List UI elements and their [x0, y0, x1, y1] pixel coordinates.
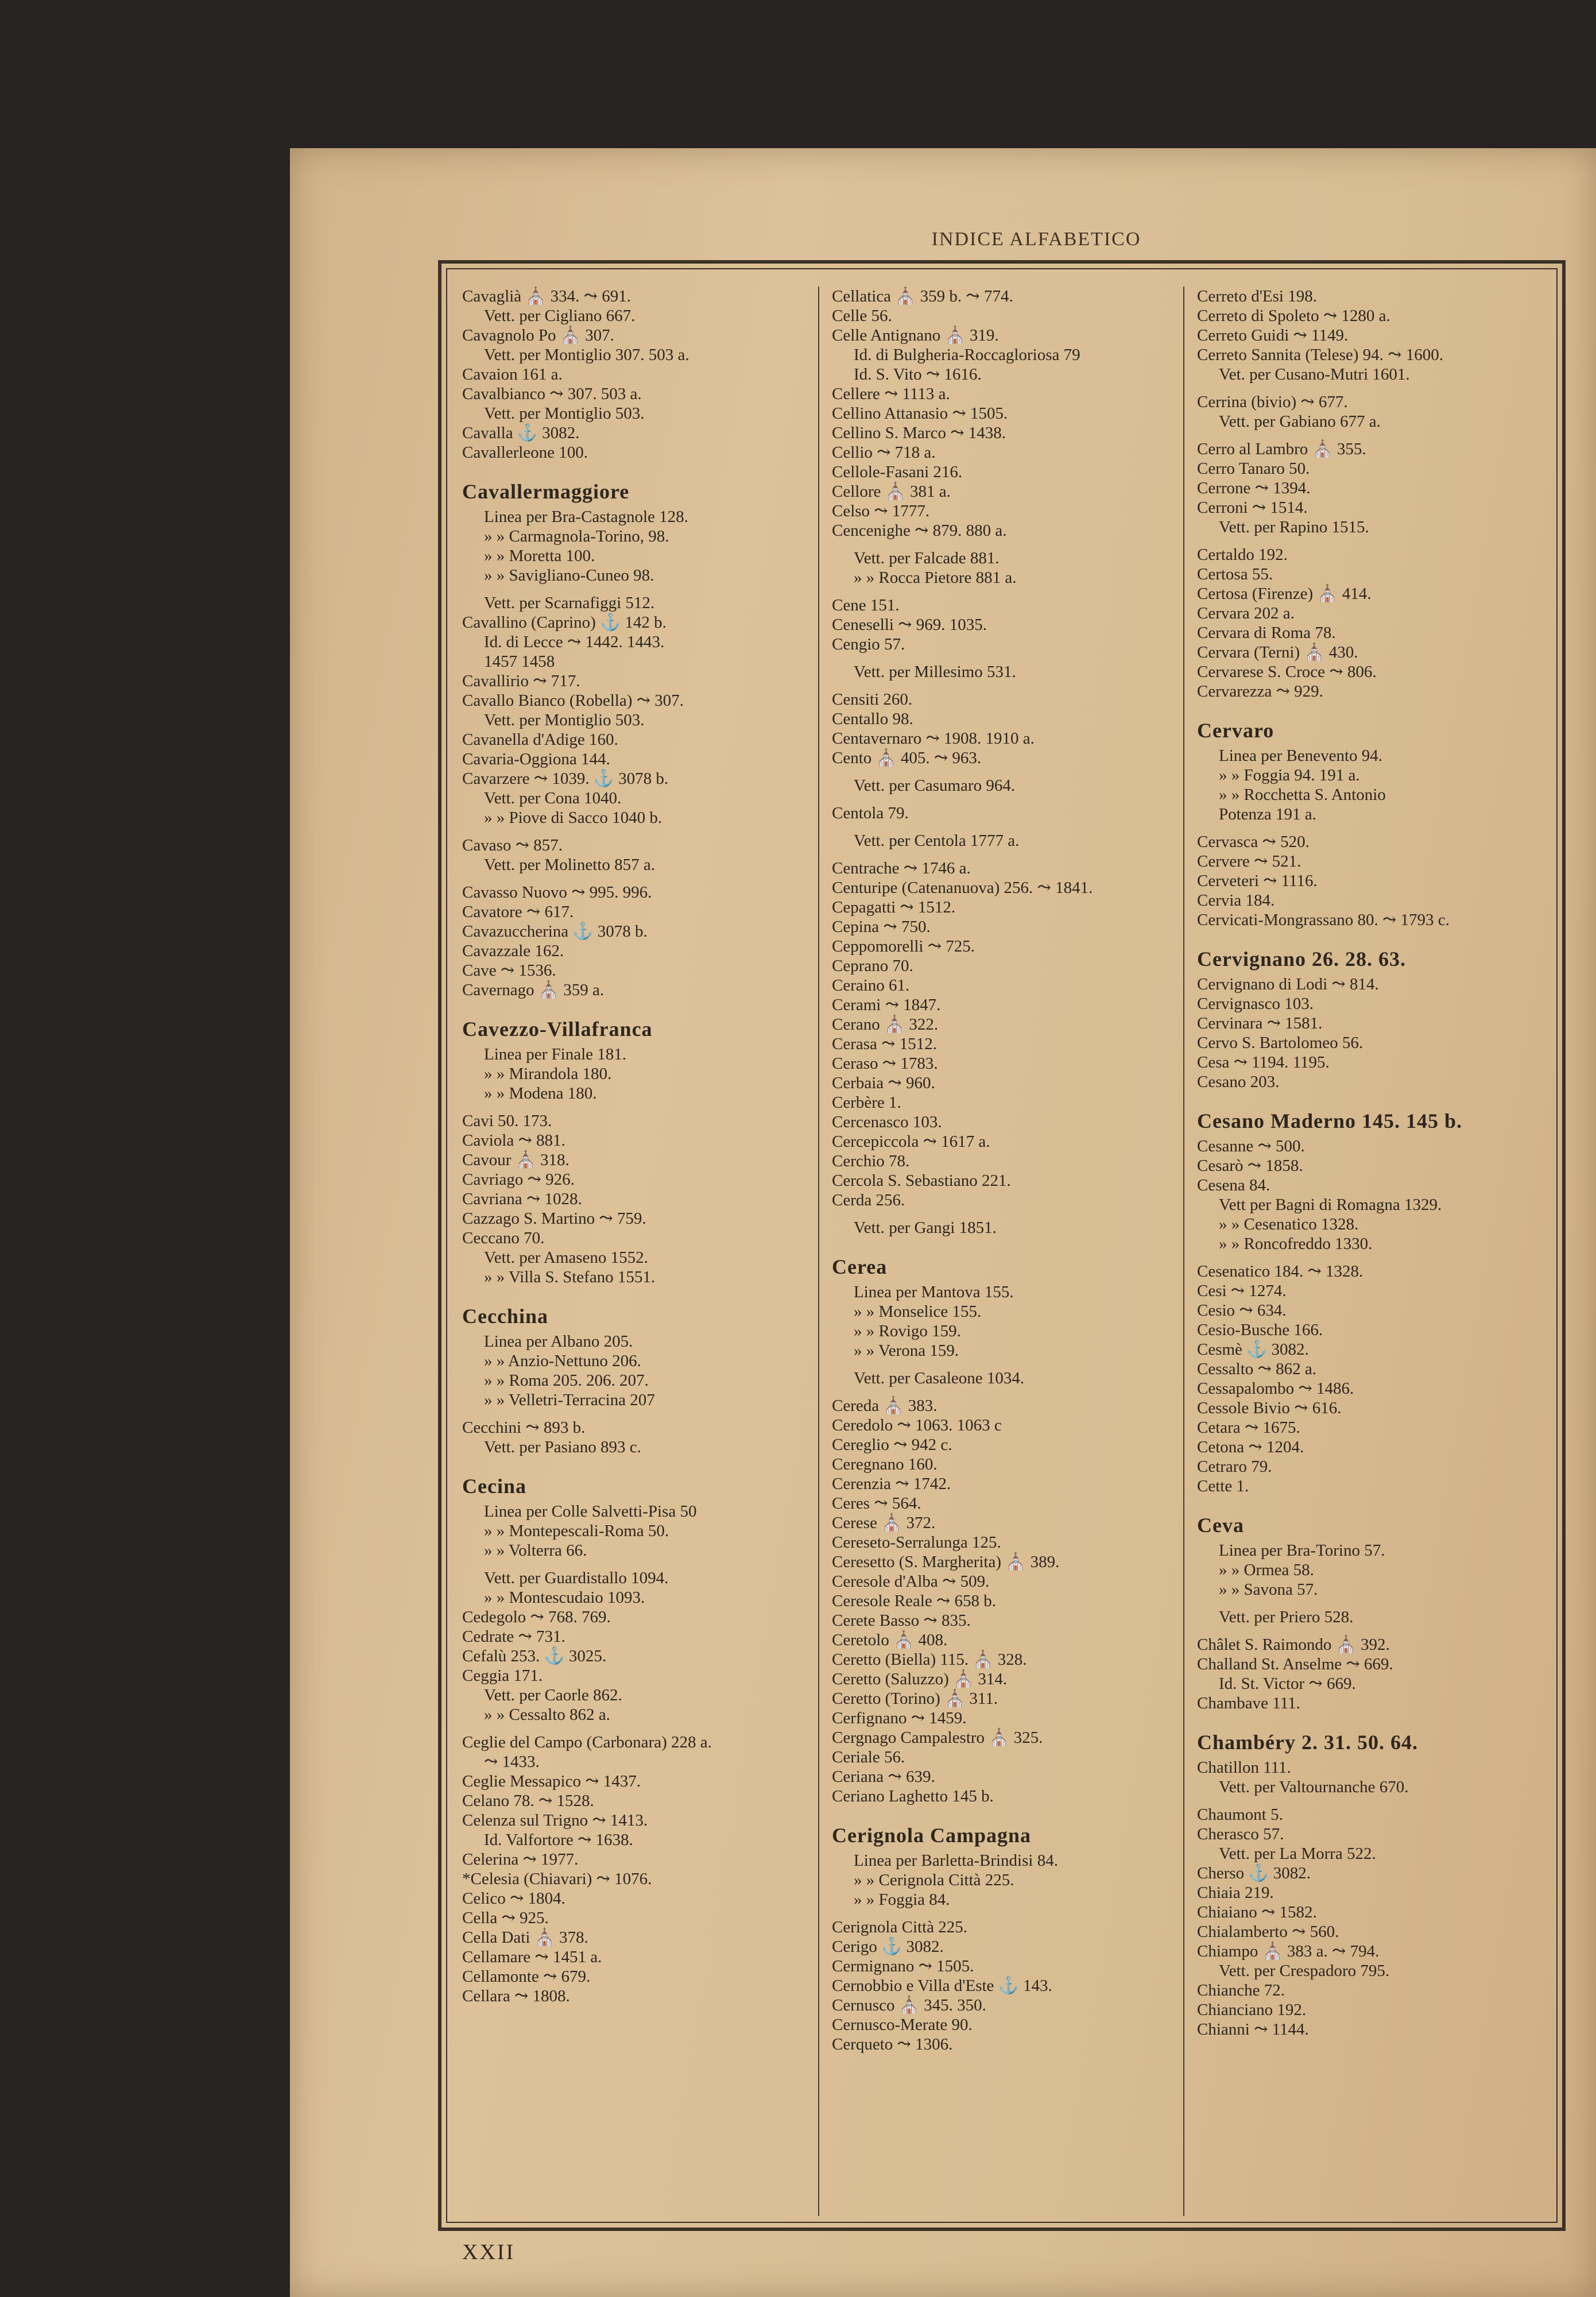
index-entry: Vett. per Cigliano 667.: [484, 307, 636, 325]
index-entry: » » Velletri-Terracina 207: [484, 1391, 655, 1409]
index-entry: Cepina ⤳ 750.: [832, 918, 931, 936]
index-entry: » » Mirandola 180.: [484, 1065, 612, 1083]
index-entry: Chianciano 192.: [1197, 2001, 1307, 2019]
index-entry: Chambave 111.: [1197, 1694, 1300, 1712]
index-entry: » » Piove di Sacco 1040 b.: [484, 809, 663, 827]
index-entry: Centrache ⤳ 1746 a.: [832, 859, 971, 877]
index-frame: [438, 260, 1566, 2231]
index-entry: Chatillon 111.: [1197, 1758, 1291, 1777]
index-entry: Ceppomorelli ⤳ 725.: [832, 937, 975, 956]
index-entry: Ceresole Reale ⤳ 658 b.: [832, 1592, 997, 1610]
index-entry: Cervarese S. Croce ⤳ 806.: [1197, 663, 1377, 681]
index-entry: Cavallerleone 100.: [462, 443, 588, 462]
index-entry: Cerfignano ⤳ 1459.: [832, 1709, 967, 1727]
index-entry: » » Cesenatico 1328.: [1219, 1215, 1359, 1233]
index-entry: Chiaiano ⤳ 1582.: [1197, 1903, 1317, 1921]
index-entry: » » Monselice 155.: [854, 1302, 982, 1321]
index-entry: Cerrina (bivio) ⤳ 677.: [1197, 393, 1348, 411]
index-entry: Cavalla ⚓ 3082.: [462, 424, 580, 442]
index-heading: Cavallermaggiore: [462, 480, 630, 503]
index-entry: » » Montepescali-Roma 50.: [484, 1522, 669, 1540]
index-entry: Ceretolo ⛪ 408.: [832, 1631, 948, 1649]
index-entry: » » Villa S. Stefano 1551.: [484, 1268, 656, 1286]
index-entry: Cavatore ⤳ 617.: [462, 903, 574, 921]
index-entry: Cerami ⤳ 1847.: [832, 996, 941, 1014]
index-entry: Cervia 184.: [1197, 891, 1275, 910]
index-entry: Cavaso ⤳ 857.: [462, 836, 563, 854]
index-entry: Cedrate ⤳ 731.: [462, 1627, 565, 1646]
index-entry: Ceglie del Campo (Carbonara) 228 a.: [462, 1733, 712, 1751]
index-entry: Linea per Albano 205.: [484, 1332, 633, 1351]
index-entry: Censiti 260.: [832, 690, 913, 709]
index-entry: Id. di Lecce ⤳ 1442. 1443.: [484, 633, 665, 651]
index-heading: Cerignola Campagna: [832, 1824, 1032, 1847]
index-entry: Ceccano 70.: [462, 1229, 545, 1247]
index-entry: Cernobbio e Villa d'Este ⚓ 143.: [832, 1977, 1052, 1995]
index-entry: Vett. per Rapino 1515.: [1219, 518, 1369, 536]
index-entry: Cernusco-Merate 90.: [832, 2016, 973, 2034]
index-entry: Ceglie Messapico ⤳ 1437.: [462, 1772, 641, 1791]
index-entry: Vett. per Scarnafiggi 512.: [484, 594, 655, 612]
index-entry: Cesenatico 184. ⤳ 1328.: [1197, 1262, 1363, 1281]
index-entry: Cerbère 1.: [832, 1093, 901, 1112]
index-entry: Cesa ⤳ 1194. 1195.: [1197, 1053, 1330, 1072]
index-entry: Cesano 203.: [1197, 1073, 1280, 1091]
index-entry: Cavagnolo Po ⛪ 307.: [462, 326, 614, 345]
index-entry: Cerqueto ⤳ 1306.: [832, 2035, 953, 2054]
index-entry: Cavalbianco ⤳ 307. 503 a.: [462, 385, 642, 403]
index-entry: Centallo 98.: [832, 710, 913, 728]
index-entry: Vett. per Priero 528.: [1219, 1608, 1354, 1626]
index-entry: Cavasso Nuovo ⤳ 995. 996.: [462, 883, 652, 902]
index-entry: Vett. per Montiglio 307. 503 a.: [484, 346, 689, 364]
index-entry: » » Modena 180.: [484, 1084, 597, 1103]
index-entry: Cavour ⛪ 318.: [462, 1151, 570, 1169]
index-entry: Cefalù 253. ⚓ 3025.: [462, 1647, 607, 1665]
index-entry: Cessole Bivio ⤳ 616.: [1197, 1399, 1342, 1417]
index-entry: Ceggia 171.: [462, 1666, 543, 1685]
index-entry: » » Roncofreddo 1330.: [1219, 1235, 1373, 1253]
index-entry: Vett. per Molinetto 857 a.: [484, 856, 656, 874]
index-entry: » » Volterra 66.: [484, 1541, 587, 1560]
index-entry: Chiampo ⛪ 383 a. ⤳ 794.: [1197, 1942, 1380, 1960]
index-entry: Vett. per Guardistallo 1094.: [484, 1569, 669, 1587]
index-entry: Vett. per Montiglio 503.: [484, 711, 645, 729]
index-entry: Cavernago ⛪ 359 a.: [462, 981, 605, 999]
index-entry: Cerda 256.: [832, 1191, 905, 1209]
index-entry: Cerano ⛪ 322.: [832, 1015, 939, 1034]
index-entry: Cetara ⤳ 1675.: [1197, 1418, 1300, 1437]
index-entry: Cerenzia ⤳ 1742.: [832, 1475, 951, 1493]
index-entry: Centavernaro ⤳ 1908. 1910 a.: [832, 729, 1035, 748]
index-entry: Châlet S. Raimondo ⛪ 392.: [1197, 1635, 1390, 1654]
index-entry: Celso ⤳ 1777.: [832, 502, 930, 520]
index-entry: Caviola ⤳ 881.: [462, 1131, 565, 1150]
index-entry: Cereda ⛪ 383.: [832, 1397, 938, 1415]
index-entry: Vett. per Caorle 862.: [484, 1686, 622, 1704]
index-entry: Ceredolo ⤳ 1063. 1063 c: [832, 1416, 1002, 1434]
index-entry: Cerasa ⤳ 1512.: [832, 1035, 937, 1053]
index-entry: Cerreto Guidi ⤳ 1149.: [1197, 326, 1349, 345]
index-entry: Chianche 72.: [1197, 1981, 1285, 2000]
index-entry: Cerreto Sannita (Telese) 94. ⤳ 1600.: [1197, 346, 1443, 364]
index-entry: Vett. per Montiglio 503.: [484, 404, 645, 423]
index-entry: Chianni ⤳ 1144.: [1197, 2020, 1309, 2039]
index-entry: Cene 151.: [832, 596, 900, 614]
index-entry: Cave ⤳ 1536.: [462, 961, 556, 980]
index-entry: Cerreto di Spoleto ⤳ 1280 a.: [1197, 307, 1390, 325]
index-entry: Cervarezza ⤳ 929.: [1197, 682, 1323, 701]
index-entry: » » Moretta 100.: [484, 547, 595, 565]
index-entry: Cellio ⤳ 718 a.: [832, 443, 936, 462]
index-entry: Vett. per Millesimo 531.: [854, 663, 1016, 681]
index-entry: Vett. per Cona 1040.: [484, 789, 622, 807]
index-entry: Cesena 84.: [1197, 1176, 1270, 1194]
index-entry: Celerina ⤳ 1977.: [462, 1850, 579, 1869]
index-entry: Cellamare ⤳ 1451 a.: [462, 1948, 602, 1966]
index-entry: » » Anzio-Nettuno 206.: [484, 1352, 641, 1370]
index-entry: Cellole-Fasani 216.: [832, 463, 963, 481]
index-entry: Cervicati-Mongrassano 80. ⤳ 1793 c.: [1197, 911, 1450, 929]
index-entry: Cerreto d'Esi 198.: [1197, 287, 1317, 306]
index-entry: Vett. per Gangi 1851.: [854, 1219, 997, 1237]
index-entry: » » Rocca Pietore 881 a.: [854, 569, 1017, 587]
index-entry: Cervere ⤳ 521.: [1197, 852, 1301, 871]
index-entry: Cavallo Bianco (Robella) ⤳ 307.: [462, 691, 684, 710]
index-page: [290, 148, 1596, 2297]
index-entry: Ceneselli ⤳ 969. 1035.: [832, 616, 987, 634]
index-heading: Cervignano 26. 28. 63.: [1197, 948, 1406, 970]
index-entry: Chialamberto ⤳ 560.: [1197, 1923, 1339, 1941]
index-entry: Linea per Mantova 155.: [854, 1283, 1014, 1301]
index-entry: Cavallino (Caprino) ⚓ 142 b.: [462, 613, 667, 632]
index-entry: Cesio ⤳ 634.: [1197, 1301, 1287, 1320]
index-entry: Id. S. Vito ⤳ 1616.: [854, 365, 982, 384]
index-heading: Ceva: [1197, 1514, 1244, 1537]
index-entry: » » Verona 159.: [854, 1341, 959, 1360]
index-entry: Cerrone ⤳ 1394.: [1197, 479, 1311, 497]
index-entry: Cesi ⤳ 1274.: [1197, 1282, 1287, 1300]
index-entry: Cerro al Lambro ⛪ 355.: [1197, 440, 1366, 458]
index-entry: » » Foggia 94. 191 a.: [1219, 766, 1360, 784]
index-entry: Ceriale 56.: [832, 1748, 905, 1766]
index-entry: » » Cessalto 862 a.: [484, 1706, 610, 1724]
index-entry: Ceregnano 160.: [832, 1455, 938, 1474]
index-entry: *Celesia (Chiavari) ⤳ 1076.: [462, 1870, 652, 1888]
index-entry: Cergnago Campalestro ⛪ 325.: [832, 1728, 1043, 1747]
index-entry: Ceresole d'Alba ⤳ 509.: [832, 1572, 990, 1591]
index-column-1: [462, 287, 805, 2216]
index-entry: » » Cerignola Città 225.: [854, 1871, 1014, 1889]
index-entry: Linea per Bra-Torino 57.: [1219, 1541, 1385, 1560]
index-entry: Vett. per Casumaro 964.: [854, 776, 1016, 795]
index-entry: » » Savona 57.: [1219, 1580, 1318, 1599]
index-entry: Cherasco 57.: [1197, 1825, 1284, 1843]
index-entry: Cermignano ⤳ 1505.: [832, 1957, 974, 1975]
index-heading: Cavezzo-Villafranca: [462, 1018, 653, 1041]
index-entry: Cercola S. Sebastiano 221.: [832, 1171, 1011, 1190]
index-entry: Cervinara ⤳ 1581.: [1197, 1014, 1323, 1033]
index-entry: » » Ormea 58.: [1219, 1561, 1314, 1579]
index-entry: Cellino S. Marco ⤳ 1438.: [832, 424, 1006, 442]
index-entry: Celle 56.: [832, 307, 892, 325]
index-entry: » » Foggia 84.: [854, 1890, 950, 1909]
index-entry: Cavi 50. 173.: [462, 1112, 552, 1130]
index-entry: Celico ⤳ 1804.: [462, 1889, 565, 1908]
index-entry: Cernusco ⛪ 345. 350.: [832, 1996, 986, 2014]
index-entry: Cercepiccola ⤳ 1617 a.: [832, 1132, 990, 1151]
index-entry: Cereseto-Serralunga 125.: [832, 1533, 1001, 1552]
index-entry: Cavanella d'Adige 160.: [462, 730, 618, 749]
index-entry: » » Carmagnola-Torino, 98.: [484, 527, 669, 546]
index-entry: Certaldo 192.: [1197, 546, 1288, 564]
index-entry: Cesio-Busche 166.: [1197, 1321, 1323, 1339]
index-entry: Cerese ⛪ 372.: [832, 1514, 936, 1532]
index-entry: Cessalto ⤳ 862 a.: [1197, 1360, 1316, 1378]
index-entry: Cerroni ⤳ 1514.: [1197, 498, 1308, 517]
index-entry: Cedegolo ⤳ 768. 769.: [462, 1608, 611, 1626]
index-entry: Ceres ⤳ 564.: [832, 1494, 921, 1513]
index-entry: Cellore ⛪ 381 a.: [832, 482, 951, 501]
index-entry: Cavazzale 162.: [462, 942, 564, 960]
index-entry: Cellatica ⛪ 359 b. ⤳ 774.: [832, 287, 1013, 306]
index-entry: Cella ⤳ 925.: [462, 1909, 549, 1927]
index-entry: Cerro Tanaro 50.: [1197, 459, 1310, 478]
index-entry: Vett. per Crespadoro 795.: [1219, 1962, 1390, 1980]
index-entry: Centuripe (Catenanuova) 256. ⤳ 1841.: [832, 879, 1093, 897]
index-entry: Id. di Bulgheria-Roccagloriosa 79: [854, 346, 1080, 364]
index-entry: Cerigo ⚓ 3082.: [832, 1938, 944, 1956]
index-entry: Cervara di Roma 78.: [1197, 624, 1336, 642]
index-column-2: [818, 287, 1182, 2216]
index-entry: Vet. per Cusano-Mutri 1601.: [1219, 365, 1410, 384]
index-entry: Vett. per Valtournanche 670.: [1219, 1778, 1409, 1796]
index-entry: ⤳ 1433.: [484, 1753, 540, 1771]
index-entry: Cetona ⤳ 1204.: [1197, 1438, 1304, 1456]
page-number: XXII: [462, 2240, 516, 2264]
index-entry: Ceprano 70.: [832, 957, 913, 975]
index-entry: Cerignola Città 225.: [832, 1918, 967, 1936]
index-entry: Cavaion 161 a.: [462, 365, 563, 384]
index-entry: Cellamonte ⤳ 679.: [462, 1967, 591, 1986]
index-entry: Ceretto (Torino) ⛪ 311.: [832, 1689, 998, 1708]
index-entry: Id. St. Victor ⤳ 669.: [1219, 1675, 1356, 1693]
index-entry: Cerchio 78.: [832, 1152, 910, 1170]
index-entry: » » Rovigo 159.: [854, 1322, 961, 1340]
index-entry: Cavriago ⤳ 926.: [462, 1170, 575, 1189]
index-entry: Cetraro 79.: [1197, 1457, 1272, 1476]
index-entry: Cecchini ⤳ 893 b.: [462, 1418, 586, 1437]
index-column-3: [1183, 287, 1547, 2216]
index-entry: Chaumont 5.: [1197, 1805, 1283, 1824]
index-entry: » » Roma 205. 206. 207.: [484, 1371, 649, 1390]
index-entry: Vett. per Casaleone 1034.: [854, 1369, 1025, 1387]
index-entry: Vett. per Pasiano 893 c.: [484, 1438, 641, 1456]
index-entry: Ceriana ⤳ 639.: [832, 1768, 935, 1786]
index-entry: Cerveteri ⤳ 1116.: [1197, 872, 1318, 890]
index-heading: Cecina: [462, 1475, 526, 1498]
index-entry: Ceriano Laghetto 145 b.: [832, 1787, 994, 1805]
index-entry: Linea per Bra-Castagnole 128.: [484, 508, 688, 526]
index-entry: Ceraso ⤳ 1783.: [832, 1054, 938, 1073]
index-entry: Linea per Finale 181.: [484, 1045, 627, 1064]
index-entry: Ceresetto (S. Margherita) ⛪ 389.: [832, 1553, 1060, 1571]
index-entry: Cessapalombo ⤳ 1486.: [1197, 1379, 1354, 1398]
index-entry: Cervo S. Bartolomeo 56.: [1197, 1034, 1363, 1052]
index-entry: Cervignano di Lodi ⤳ 814.: [1197, 975, 1379, 993]
index-entry: Ceretto (Biella) 115. ⛪ 328.: [832, 1650, 1027, 1669]
index-heading: Cecchina: [462, 1305, 548, 1328]
index-entry: Vett. per Gabiano 677 a.: [1219, 412, 1381, 431]
index-entry: » » Montescudaio 1093.: [484, 1588, 645, 1607]
index-entry: Cepagatti ⤳ 1512.: [832, 898, 956, 917]
index-entry: Cerete Basso ⤳ 835.: [832, 1611, 971, 1630]
index-entry: Cavriana ⤳ 1028.: [462, 1190, 582, 1208]
index-entry: Ceretto (Saluzzo) ⛪ 314.: [832, 1670, 1008, 1688]
index-entry: Cesanne ⤳ 500.: [1197, 1137, 1305, 1155]
index-entry: Vett. per La Morra 522.: [1219, 1844, 1376, 1863]
index-entry: Vett. per Falcade 881.: [854, 549, 1000, 567]
index-entry: Cesmè ⚓ 3082.: [1197, 1340, 1309, 1359]
index-entry: Cella Dati ⛪ 378.: [462, 1928, 588, 1947]
index-entry: Certosa (Firenze) ⛪ 414.: [1197, 585, 1372, 603]
index-entry: Cavazuccherina ⚓ 3078 b.: [462, 922, 648, 941]
index-entry: Cervasca ⤳ 520.: [1197, 833, 1310, 851]
index-entry: » » Rocchetta S. Antonio: [1219, 786, 1386, 804]
index-heading: Cervaro: [1197, 719, 1275, 742]
index-heading: Cesano Maderno 145. 145 b.: [1197, 1109, 1463, 1132]
index-entry: Vett per Bagni di Romagna 1329.: [1219, 1196, 1442, 1214]
index-entry: Cervara 202 a.: [1197, 604, 1295, 622]
index-entry: Cavaglià ⛪ 334. ⤳ 691.: [462, 287, 631, 306]
index-entry: Potenza 191 a.: [1219, 805, 1316, 823]
index-entry: Cellino Attanasio ⤳ 1505.: [832, 404, 1008, 423]
index-entry: Cellere ⤳ 1113 a.: [832, 385, 950, 403]
index-entry: Cavallirio ⤳ 717.: [462, 672, 580, 690]
index-entry: » » Savigliano-Cuneo 98.: [484, 566, 654, 585]
index-entry: Cengio 57.: [832, 635, 905, 653]
index-entry: Cellara ⤳ 1808.: [462, 1987, 570, 2005]
index-entry: Cercenasco 103.: [832, 1113, 942, 1131]
index-entry: Challand St. Anselme ⤳ 669.: [1197, 1655, 1393, 1673]
index-entry: Linea per Benevento 94.: [1219, 747, 1383, 765]
index-entry: Centola 79.: [832, 804, 909, 822]
index-entry: Chiaia 219.: [1197, 1884, 1274, 1902]
index-entry: 1457 1458: [484, 652, 555, 671]
index-entry: Cencenighe ⤳ 879. 880 a.: [832, 521, 1007, 540]
index-entry: Cavaria-Oggiona 144.: [462, 750, 610, 768]
index-entry: Celle Antignano ⛪ 319.: [832, 326, 999, 345]
index-entry: Cereglio ⤳ 942 c.: [832, 1436, 952, 1454]
index-heading: Chambéry 2. 31. 50. 64.: [1197, 1731, 1418, 1754]
index-entry: Cento ⛪ 405. ⤳ 963.: [832, 749, 982, 767]
index-entry: Vett. per Amaseno 1552.: [484, 1248, 648, 1267]
index-entry: Celenza sul Trigno ⤳ 1413.: [462, 1811, 648, 1830]
index-heading: Cerea: [832, 1255, 888, 1278]
index-entry: Cervignasco 103.: [1197, 995, 1314, 1013]
index-entry: Cavarzere ⤳ 1039. ⚓ 3078 b.: [462, 769, 669, 788]
index-entry: Cervara (Terni) ⛪ 430.: [1197, 643, 1358, 662]
index-entry: Cesarò ⤳ 1858.: [1197, 1157, 1303, 1175]
index-entry: Celano 78. ⤳ 1528.: [462, 1792, 594, 1810]
index-entry: Cazzago S. Martino ⤳ 759.: [462, 1209, 646, 1228]
index-entry: Linea per Barletta-Brindisi 84.: [854, 1851, 1058, 1870]
page-header: INDICE ALFABETICO: [931, 229, 1141, 250]
index-entry: Ceraino 61.: [832, 976, 910, 995]
index-entry: Cherso ⚓ 3082.: [1197, 1864, 1311, 1882]
index-entry: Vett. per Centola 1777 a.: [854, 832, 1020, 850]
index-entry: Certosa 55.: [1197, 565, 1273, 583]
index-entry: Cette 1.: [1197, 1477, 1249, 1495]
index-entry: Cerbaia ⤳ 960.: [832, 1074, 935, 1092]
index-entry: Linea per Colle Salvetti-Pisa 50: [484, 1502, 697, 1521]
index-entry: Id. Valfortore ⤳ 1638.: [484, 1831, 633, 1849]
